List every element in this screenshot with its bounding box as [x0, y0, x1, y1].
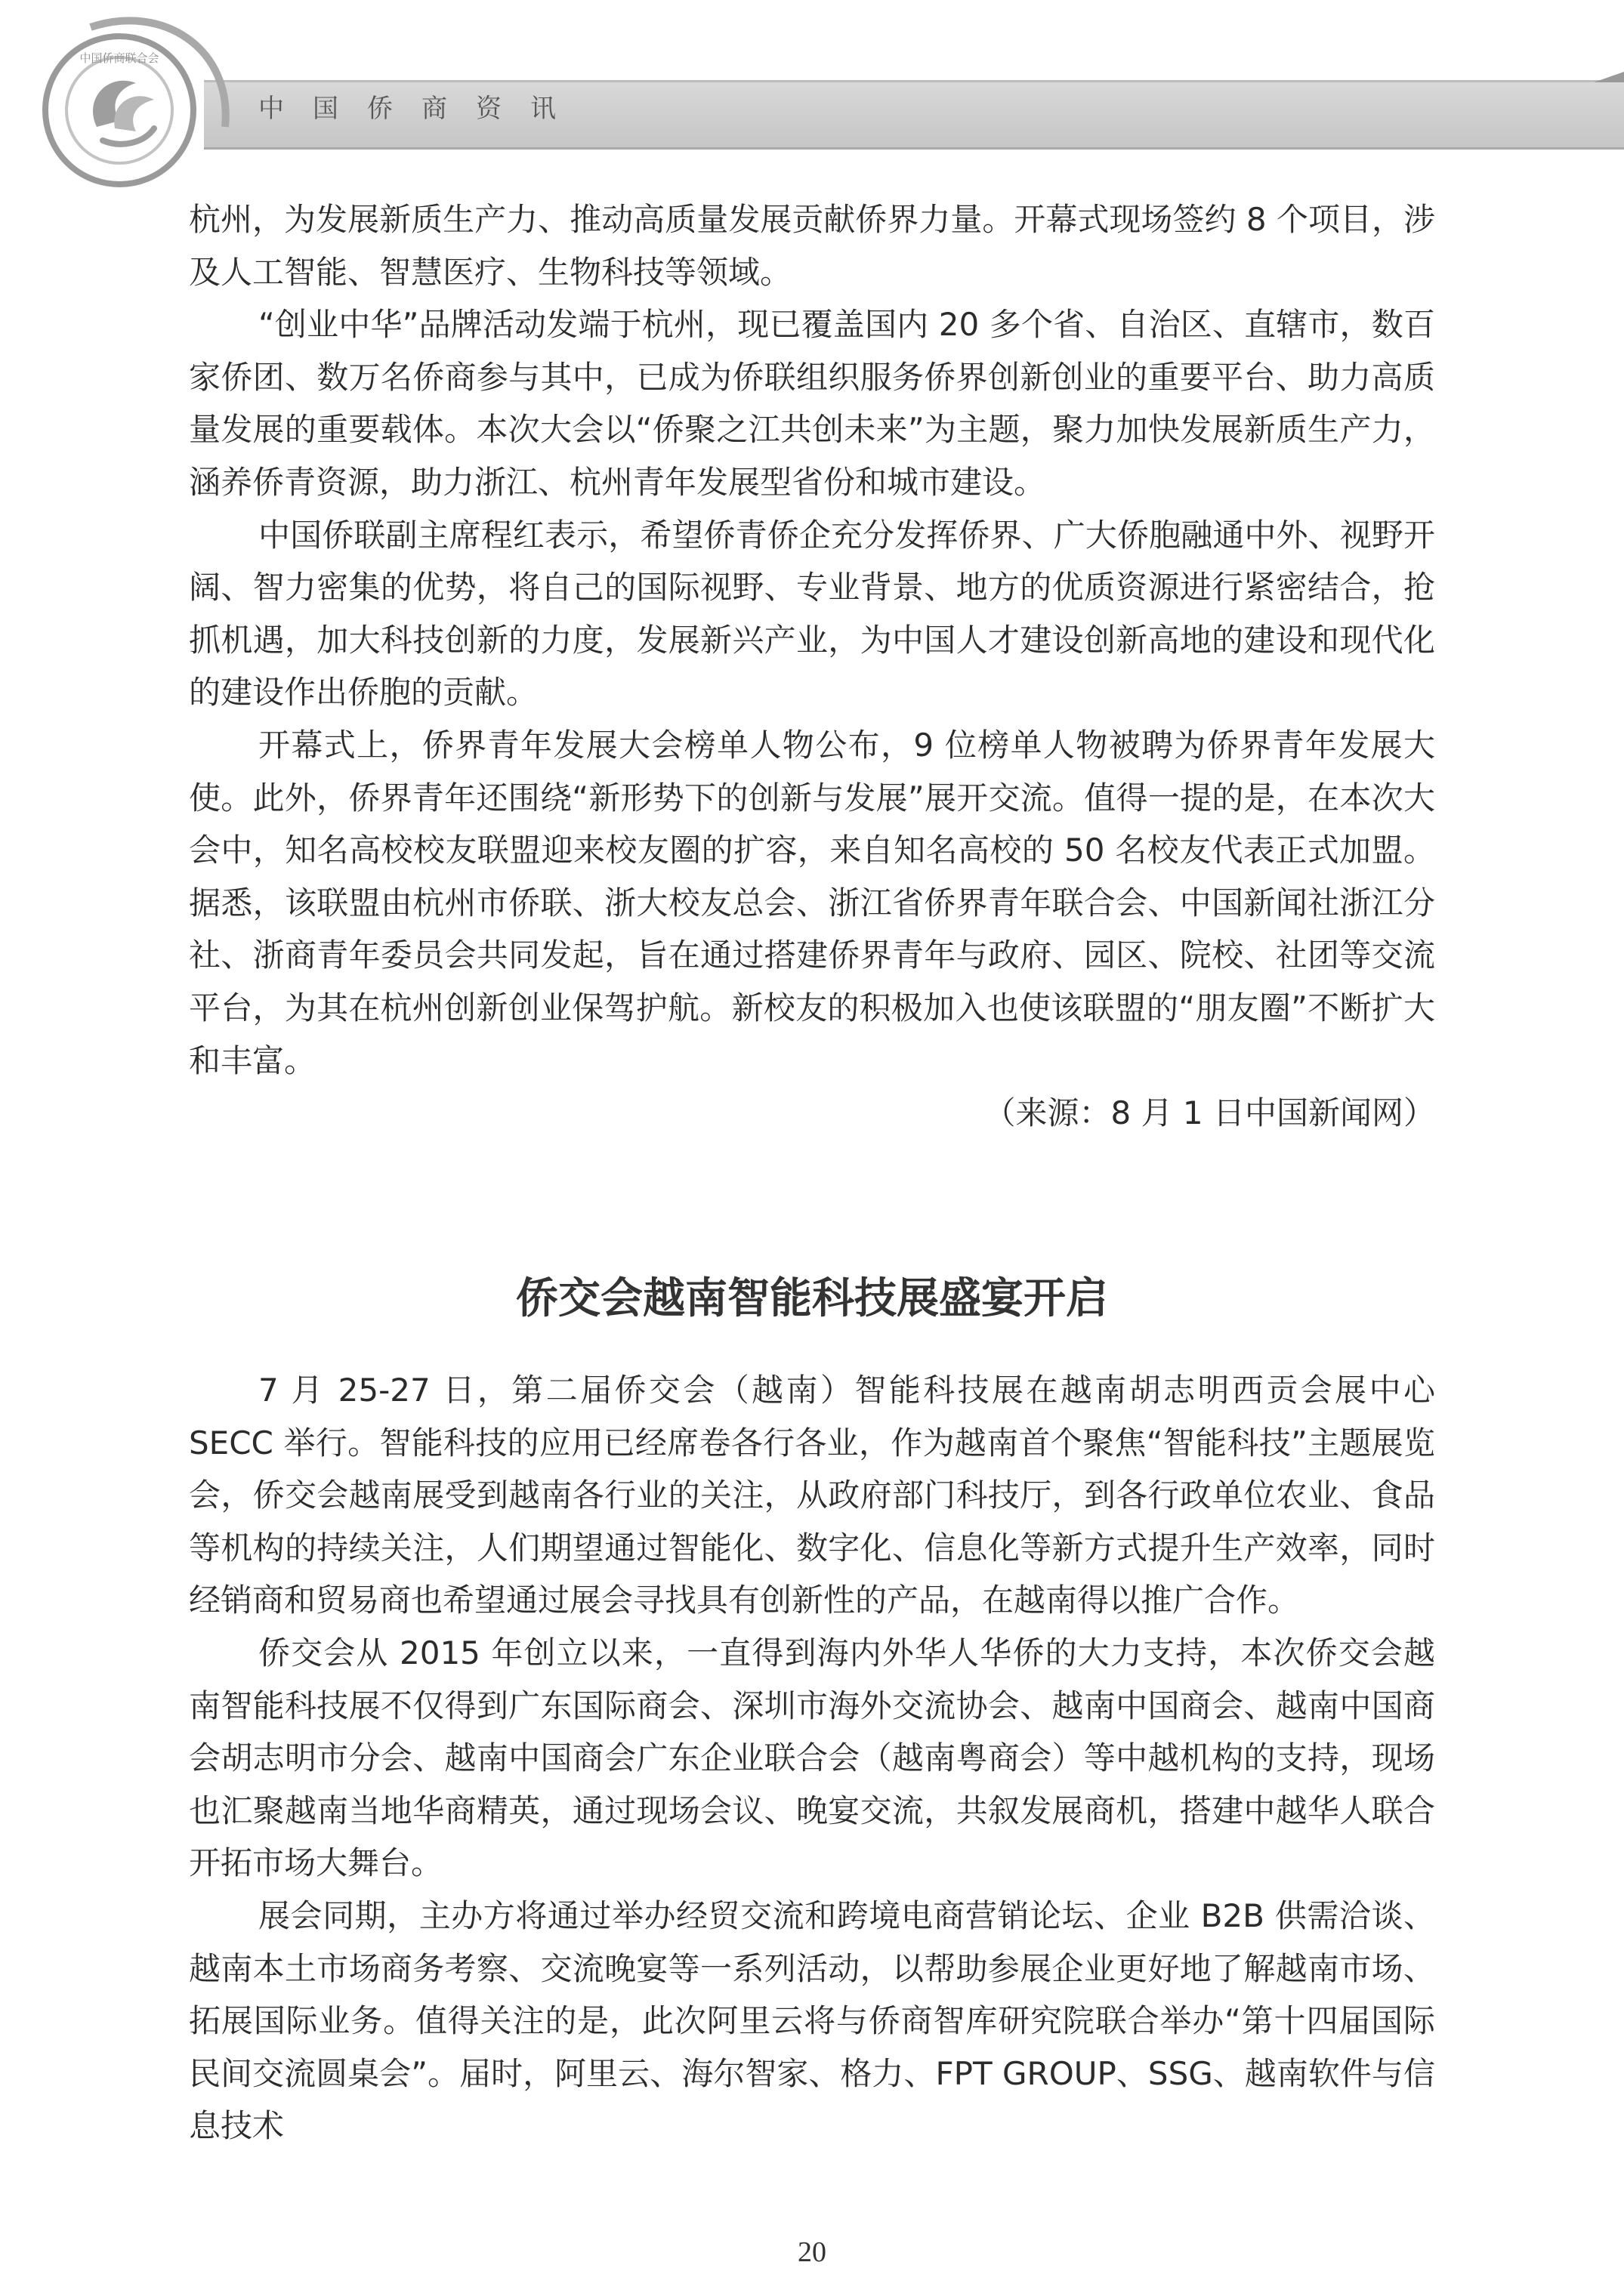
paragraph: 杭州，为发展新质生产力、推动高质量发展贡献侨界力量。开幕式现场签约 8 个项目，涉及人工智能、智慧医疗、生物科技等领域。: [189, 201, 1435, 291]
paragraph: “创业中华”品牌活动发端于杭州，现已覆盖国内 20 多个省、自治区、直辖市，数百家侨团、数万名侨商参与其中，已成为侨联组织服务侨界创新创业的重要平台、助力高质量发展的重要载体。本次大会以“侨聚之江共创未来”为主题，聚力加快发展新质生产力，涵养侨青资源，助力浙江、杭州青年发展型省份和城市建设。: [189, 306, 1435, 501]
paragraph: 开幕式上，侨界青年发展大会榜单人物公布，9 位榜单人物被聘为侨界青年发展大使。此外，侨界青年还围绕“新形势下的创新与发展”展开交流。值得一提的是，在本次大会中，知名高校校友联盟迎来校友圈的扩容，来自知名高校的 50 名校友代表正式加盟。据悉，该联盟由杭州市侨联、浙大校友总会、浙江省侨界青年联合会、中国新闻社浙江分社、浙商青年委员会共同发起，旨在通过搭建侨界青年与政府、园区、院校、社团等交流平台，为其在杭州创新创业保驾护航。新校友的积极加入也使该联盟的“朋友圈”不断扩大和丰富。: [189, 726, 1435, 1079]
paragraph: 中国侨联副主席程红表示，希望侨青侨企充分发挥侨界、广大侨胞融通中外、视野开阔、智力密集的优势，将自己的国际视野、专业背景、地方的优质资源进行紧密结合，抢抓机遇，加大科技创新的力度，发展新兴产业，为中国人才建设创新高地的建设和现代化的建设作出侨胞的贡献。: [189, 516, 1435, 711]
page-number: 20: [798, 2236, 826, 2268]
article-body: [189, 1364, 1435, 2153]
logo-emblem: [30, 14, 236, 187]
paragraph: 7 月 25-27 日，第二届侨交会（越南）智能科技展在越南胡志明西贡会展中心 SECC 举行。智能科技的应用已经席卷各行各业，作为越南首个聚焦“智能科技”主题展览会，侨交会越南展受到越南各行业的关注，从政府部门科技厅，到各行政单位农业、食品等机构的持续关注，人们期望通过智能化、数字化、信息化等新方式提升生产效率，同时经销商和贸易商也希望通过展会寻找具有创新性的产品，在越南得以推广合作。: [189, 1372, 1435, 1619]
paragraph: 展会同期，主办方将通过举办经贸交流和跨境电商营销论坛、企业 B2B 供需洽谈、越南本土市场商务考察、交流晚宴等一系列活动，以帮助参展企业更好地了解越南市场、拓展国际业务。值得关注的是，此次阿里云将与侨商智库研究院联合举办“第十四届国际民间交流圆桌会”。届时，阿里云、海尔智家、格力、FPT GROUP、SSG、越南软件与信息技术: [189, 1896, 1435, 2145]
paragraph: 侨交会从 2015 年创立以来，一直得到海内外华人华侨的大力支持，本次侨交会越南智能科技展不仅得到广东国际商会、深圳市海外交流协会、越南中国商会、越南中国商会胡志明市分会、越南中国商会广东企业联合会（越南粤商会）等中越机构的支持，现场也汇聚越南当地华商精英，通过现场会议、晚宴交流，共叙发展商机，搭建中越华人联合开拓市场大舞台。: [189, 1634, 1435, 1882]
article-title: 侨交会越南智能科技展盛宴开启: [516, 1274, 1108, 1323]
header-title: 中国侨商资讯: [258, 94, 585, 124]
logo-text: 中国侨商联合会: [79, 51, 159, 65]
source-citation: （来源：8 月 1 日中国新闻网）: [983, 1094, 1435, 1132]
article-continued: [189, 193, 1435, 1140]
main-content: [189, 193, 1435, 2145]
